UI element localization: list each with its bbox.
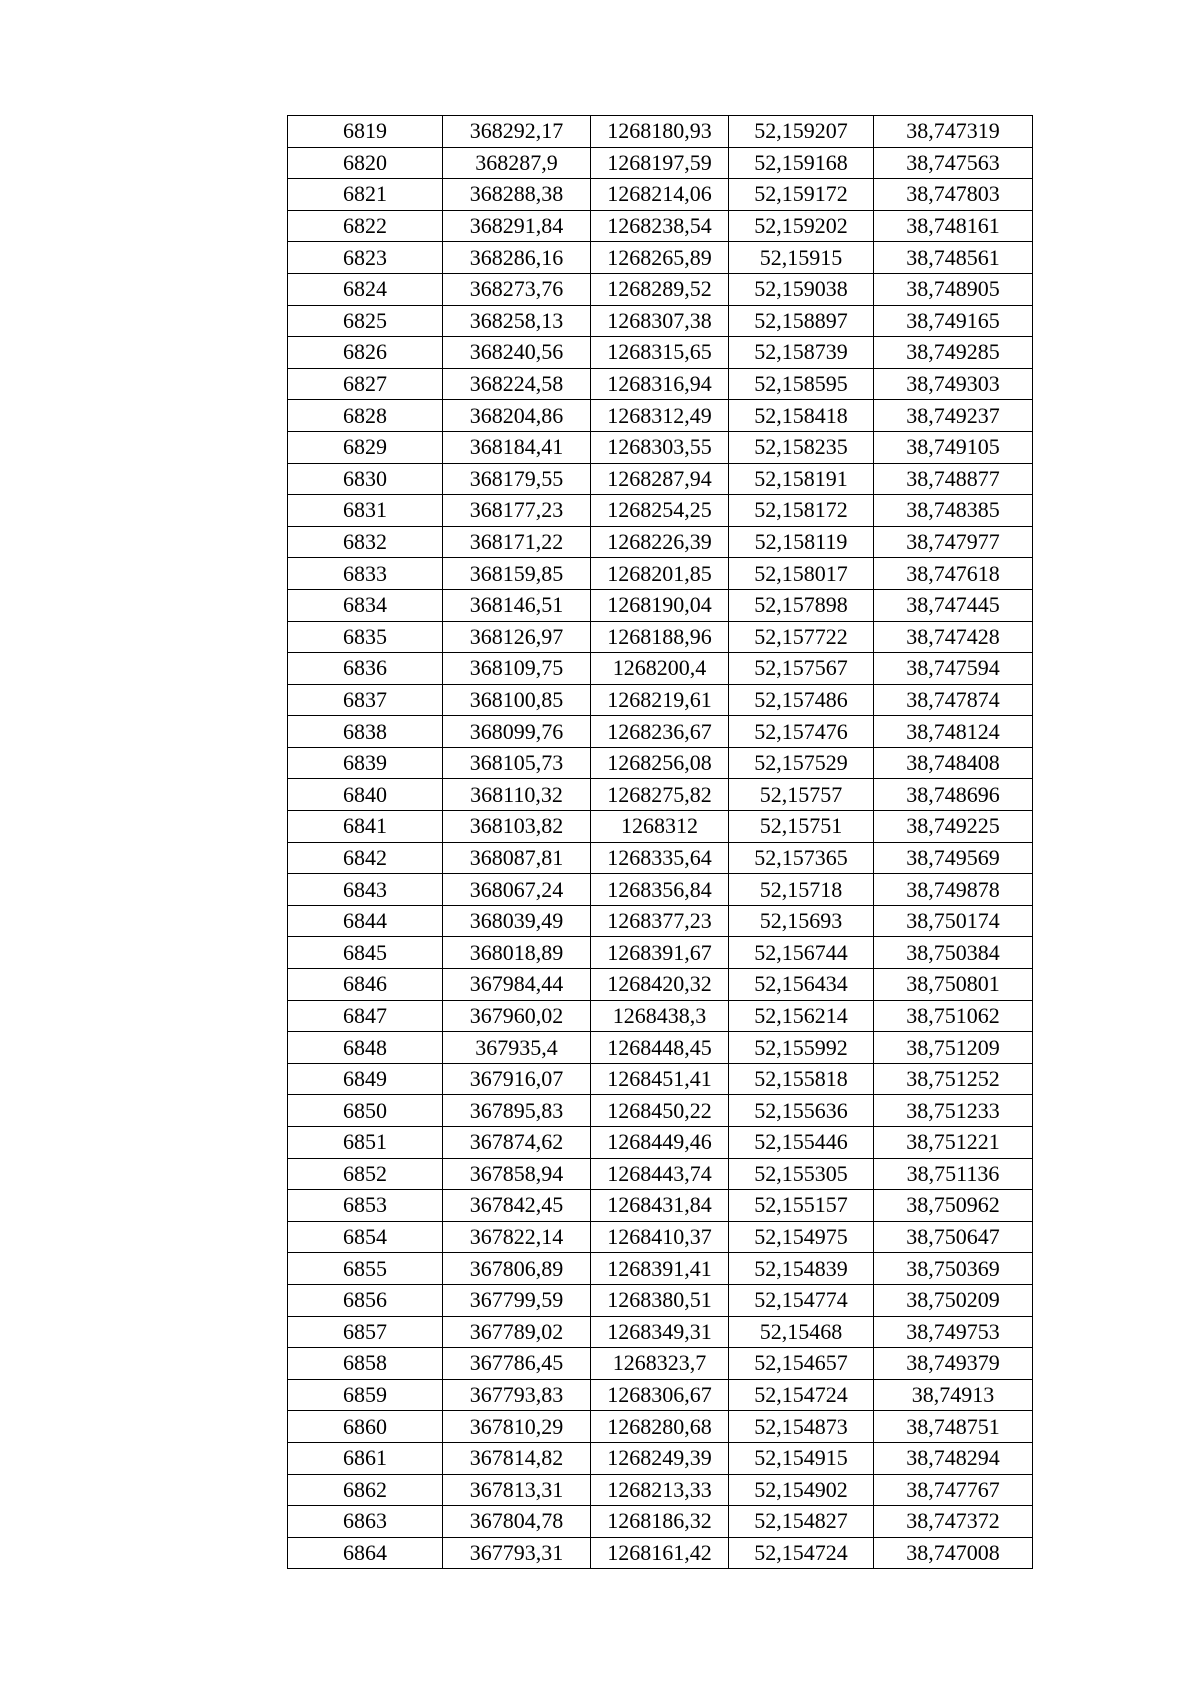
point-number-cell: 6858 [288, 1348, 443, 1380]
y-coordinate-cell: 1268391,41 [591, 1253, 729, 1285]
longitude-cell: 38,748408 [874, 747, 1033, 779]
latitude-cell: 52,159168 [729, 147, 874, 179]
y-coordinate-cell: 1268391,67 [591, 937, 729, 969]
y-coordinate-cell: 1268275,82 [591, 779, 729, 811]
latitude-cell: 52,154902 [729, 1474, 874, 1506]
latitude-cell: 52,154915 [729, 1442, 874, 1474]
table-row [288, 1032, 1033, 1064]
table-row [288, 1063, 1033, 1095]
longitude-cell: 38,747372 [874, 1506, 1033, 1538]
latitude-cell: 52,157722 [729, 621, 874, 653]
latitude-cell: 52,157529 [729, 747, 874, 779]
longitude-cell: 38,749379 [874, 1348, 1033, 1380]
latitude-cell: 52,155636 [729, 1095, 874, 1127]
longitude-cell: 38,750174 [874, 905, 1033, 937]
latitude-cell: 52,154975 [729, 1221, 874, 1253]
point-number-cell: 6834 [288, 589, 443, 621]
x-coordinate-cell: 367916,07 [443, 1063, 591, 1095]
longitude-cell: 38,749878 [874, 874, 1033, 906]
point-number-cell: 6842 [288, 842, 443, 874]
table-row [288, 1316, 1033, 1348]
y-coordinate-cell: 1268312,49 [591, 400, 729, 432]
x-coordinate-cell: 368204,86 [443, 400, 591, 432]
point-number-cell: 6819 [288, 116, 443, 148]
x-coordinate-cell: 368288,38 [443, 179, 591, 211]
table-row [288, 1537, 1033, 1569]
table-row [288, 400, 1033, 432]
y-coordinate-cell: 1268335,64 [591, 842, 729, 874]
table-row [288, 1474, 1033, 1506]
table-row [288, 147, 1033, 179]
latitude-cell: 52,158172 [729, 495, 874, 527]
latitude-cell: 52,156744 [729, 937, 874, 969]
x-coordinate-cell: 367984,44 [443, 969, 591, 1001]
y-coordinate-cell: 1268349,31 [591, 1316, 729, 1348]
y-coordinate-cell: 1268323,7 [591, 1348, 729, 1380]
table-row [288, 1158, 1033, 1190]
x-coordinate-cell: 368159,85 [443, 558, 591, 590]
x-coordinate-cell: 367858,94 [443, 1158, 591, 1190]
y-coordinate-cell: 1268420,32 [591, 969, 729, 1001]
table-row [288, 811, 1033, 843]
latitude-cell: 52,15468 [729, 1316, 874, 1348]
table-row [288, 1095, 1033, 1127]
table-row [288, 337, 1033, 369]
longitude-cell: 38,748161 [874, 210, 1033, 242]
point-number-cell: 6829 [288, 431, 443, 463]
y-coordinate-cell: 1268307,38 [591, 305, 729, 337]
latitude-cell: 52,158595 [729, 368, 874, 400]
latitude-cell: 52,158897 [729, 305, 874, 337]
y-coordinate-cell: 1268443,74 [591, 1158, 729, 1190]
y-coordinate-cell: 1268306,67 [591, 1379, 729, 1411]
table-row [288, 368, 1033, 400]
longitude-cell: 38,747977 [874, 526, 1033, 558]
point-number-cell: 6830 [288, 463, 443, 495]
longitude-cell: 38,748751 [874, 1411, 1033, 1443]
latitude-cell: 52,154827 [729, 1506, 874, 1538]
table-row [288, 684, 1033, 716]
latitude-cell: 52,156214 [729, 1000, 874, 1032]
latitude-cell: 52,157365 [729, 842, 874, 874]
y-coordinate-cell: 1268303,55 [591, 431, 729, 463]
y-coordinate-cell: 1268410,37 [591, 1221, 729, 1253]
x-coordinate-cell: 368273,76 [443, 273, 591, 305]
point-number-cell: 6824 [288, 273, 443, 305]
x-coordinate-cell: 367789,02 [443, 1316, 591, 1348]
y-coordinate-cell: 1268249,39 [591, 1442, 729, 1474]
table-row [288, 558, 1033, 590]
x-coordinate-cell: 368105,73 [443, 747, 591, 779]
longitude-cell: 38,747874 [874, 684, 1033, 716]
y-coordinate-cell: 1268161,42 [591, 1537, 729, 1569]
longitude-cell: 38,748561 [874, 242, 1033, 274]
latitude-cell: 52,15915 [729, 242, 874, 274]
longitude-cell: 38,748877 [874, 463, 1033, 495]
y-coordinate-cell: 1268219,61 [591, 684, 729, 716]
y-coordinate-cell: 1268188,96 [591, 621, 729, 653]
table-row [288, 1221, 1033, 1253]
y-coordinate-cell: 1268201,85 [591, 558, 729, 590]
point-number-cell: 6862 [288, 1474, 443, 1506]
table-row [288, 431, 1033, 463]
longitude-cell: 38,751221 [874, 1127, 1033, 1159]
point-number-cell: 6845 [288, 937, 443, 969]
coordinates-table-body [288, 116, 1033, 1569]
point-number-cell: 6846 [288, 969, 443, 1001]
y-coordinate-cell: 1268356,84 [591, 874, 729, 906]
longitude-cell: 38,749569 [874, 842, 1033, 874]
longitude-cell: 38,748696 [874, 779, 1033, 811]
y-coordinate-cell: 1268438,3 [591, 1000, 729, 1032]
table-row [288, 747, 1033, 779]
latitude-cell: 52,154873 [729, 1411, 874, 1443]
point-number-cell: 6822 [288, 210, 443, 242]
longitude-cell: 38,747803 [874, 179, 1033, 211]
point-number-cell: 6857 [288, 1316, 443, 1348]
point-number-cell: 6859 [288, 1379, 443, 1411]
longitude-cell: 38,748385 [874, 495, 1033, 527]
table-row [288, 653, 1033, 685]
x-coordinate-cell: 368103,82 [443, 811, 591, 843]
point-number-cell: 6826 [288, 337, 443, 369]
latitude-cell: 52,156434 [729, 969, 874, 1001]
table-row [288, 1442, 1033, 1474]
longitude-cell: 38,751252 [874, 1063, 1033, 1095]
longitude-cell: 38,750384 [874, 937, 1033, 969]
latitude-cell: 52,15693 [729, 905, 874, 937]
point-number-cell: 6864 [288, 1537, 443, 1569]
x-coordinate-cell: 368087,81 [443, 842, 591, 874]
table-row [288, 305, 1033, 337]
y-coordinate-cell: 1268186,32 [591, 1506, 729, 1538]
point-number-cell: 6847 [288, 1000, 443, 1032]
x-coordinate-cell: 368109,75 [443, 653, 591, 685]
longitude-cell: 38,749753 [874, 1316, 1033, 1348]
x-coordinate-cell: 367806,89 [443, 1253, 591, 1285]
x-coordinate-cell: 368110,32 [443, 779, 591, 811]
table-row [288, 495, 1033, 527]
x-coordinate-cell: 368067,24 [443, 874, 591, 906]
coordinates-table [287, 115, 1033, 1569]
y-coordinate-cell: 1268180,93 [591, 116, 729, 148]
point-number-cell: 6841 [288, 811, 443, 843]
x-coordinate-cell: 367960,02 [443, 1000, 591, 1032]
point-number-cell: 6852 [288, 1158, 443, 1190]
table-row [288, 716, 1033, 748]
y-coordinate-cell: 1268315,65 [591, 337, 729, 369]
x-coordinate-cell: 367874,62 [443, 1127, 591, 1159]
table-row [288, 242, 1033, 274]
x-coordinate-cell: 368224,58 [443, 368, 591, 400]
point-number-cell: 6837 [288, 684, 443, 716]
table-row [288, 1411, 1033, 1443]
longitude-cell: 38,749303 [874, 368, 1033, 400]
longitude-cell: 38,749225 [874, 811, 1033, 843]
latitude-cell: 52,158119 [729, 526, 874, 558]
longitude-cell: 38,747445 [874, 589, 1033, 621]
table-row [288, 1348, 1033, 1380]
x-coordinate-cell: 367935,4 [443, 1032, 591, 1064]
longitude-cell: 38,747319 [874, 116, 1033, 148]
longitude-cell: 38,750209 [874, 1284, 1033, 1316]
longitude-cell: 38,750962 [874, 1190, 1033, 1222]
longitude-cell: 38,747563 [874, 147, 1033, 179]
latitude-cell: 52,158739 [729, 337, 874, 369]
y-coordinate-cell: 1268380,51 [591, 1284, 729, 1316]
point-number-cell: 6850 [288, 1095, 443, 1127]
table-row [288, 874, 1033, 906]
longitude-cell: 38,747008 [874, 1537, 1033, 1569]
point-number-cell: 6820 [288, 147, 443, 179]
y-coordinate-cell: 1268213,33 [591, 1474, 729, 1506]
x-coordinate-cell: 368099,76 [443, 716, 591, 748]
latitude-cell: 52,157486 [729, 684, 874, 716]
latitude-cell: 52,155446 [729, 1127, 874, 1159]
x-coordinate-cell: 368100,85 [443, 684, 591, 716]
longitude-cell: 38,750801 [874, 969, 1033, 1001]
table-row [288, 589, 1033, 621]
y-coordinate-cell: 1268377,23 [591, 905, 729, 937]
point-number-cell: 6823 [288, 242, 443, 274]
table-row [288, 842, 1033, 874]
table-row [288, 1127, 1033, 1159]
x-coordinate-cell: 367810,29 [443, 1411, 591, 1443]
latitude-cell: 52,157476 [729, 716, 874, 748]
y-coordinate-cell: 1268256,08 [591, 747, 729, 779]
latitude-cell: 52,154724 [729, 1379, 874, 1411]
x-coordinate-cell: 367814,82 [443, 1442, 591, 1474]
x-coordinate-cell: 367804,78 [443, 1506, 591, 1538]
table-row [288, 273, 1033, 305]
x-coordinate-cell: 368184,41 [443, 431, 591, 463]
table-row [288, 937, 1033, 969]
y-coordinate-cell: 1268450,22 [591, 1095, 729, 1127]
x-coordinate-cell: 367842,45 [443, 1190, 591, 1222]
latitude-cell: 52,159202 [729, 210, 874, 242]
point-number-cell: 6838 [288, 716, 443, 748]
longitude-cell: 38,749105 [874, 431, 1033, 463]
y-coordinate-cell: 1268449,46 [591, 1127, 729, 1159]
x-coordinate-cell: 368126,97 [443, 621, 591, 653]
latitude-cell: 52,158017 [729, 558, 874, 590]
point-number-cell: 6861 [288, 1442, 443, 1474]
x-coordinate-cell: 367793,83 [443, 1379, 591, 1411]
longitude-cell: 38,750647 [874, 1221, 1033, 1253]
point-number-cell: 6863 [288, 1506, 443, 1538]
table-row [288, 116, 1033, 148]
point-number-cell: 6825 [288, 305, 443, 337]
y-coordinate-cell: 1268214,06 [591, 179, 729, 211]
latitude-cell: 52,154657 [729, 1348, 874, 1380]
longitude-cell: 38,748905 [874, 273, 1033, 305]
x-coordinate-cell: 368018,89 [443, 937, 591, 969]
y-coordinate-cell: 1268200,4 [591, 653, 729, 685]
longitude-cell: 38,751062 [874, 1000, 1033, 1032]
y-coordinate-cell: 1268431,84 [591, 1190, 729, 1222]
x-coordinate-cell: 367822,14 [443, 1221, 591, 1253]
longitude-cell: 38,749165 [874, 305, 1033, 337]
table-row [288, 526, 1033, 558]
longitude-cell: 38,751136 [874, 1158, 1033, 1190]
point-number-cell: 6848 [288, 1032, 443, 1064]
table-row [288, 779, 1033, 811]
latitude-cell: 52,159207 [729, 116, 874, 148]
point-number-cell: 6844 [288, 905, 443, 937]
latitude-cell: 52,155305 [729, 1158, 874, 1190]
point-number-cell: 6855 [288, 1253, 443, 1285]
latitude-cell: 52,155992 [729, 1032, 874, 1064]
latitude-cell: 52,159172 [729, 179, 874, 211]
x-coordinate-cell: 368179,55 [443, 463, 591, 495]
y-coordinate-cell: 1268280,68 [591, 1411, 729, 1443]
point-number-cell: 6840 [288, 779, 443, 811]
y-coordinate-cell: 1268265,89 [591, 242, 729, 274]
table-row [288, 1506, 1033, 1538]
point-number-cell: 6851 [288, 1127, 443, 1159]
table-row [288, 463, 1033, 495]
table-row [288, 905, 1033, 937]
longitude-cell: 38,747767 [874, 1474, 1033, 1506]
longitude-cell: 38,74913 [874, 1379, 1033, 1411]
y-coordinate-cell: 1268197,59 [591, 147, 729, 179]
point-number-cell: 6854 [288, 1221, 443, 1253]
point-number-cell: 6836 [288, 653, 443, 685]
longitude-cell: 38,749237 [874, 400, 1033, 432]
point-number-cell: 6832 [288, 526, 443, 558]
latitude-cell: 52,15718 [729, 874, 874, 906]
point-number-cell: 6821 [288, 179, 443, 211]
latitude-cell: 52,15751 [729, 811, 874, 843]
table-row [288, 179, 1033, 211]
y-coordinate-cell: 1268448,45 [591, 1032, 729, 1064]
longitude-cell: 38,751209 [874, 1032, 1033, 1064]
table-row [288, 1379, 1033, 1411]
point-number-cell: 6839 [288, 747, 443, 779]
latitude-cell: 52,15757 [729, 779, 874, 811]
x-coordinate-cell: 367799,59 [443, 1284, 591, 1316]
point-number-cell: 6849 [288, 1063, 443, 1095]
x-coordinate-cell: 367793,31 [443, 1537, 591, 1569]
y-coordinate-cell: 1268238,54 [591, 210, 729, 242]
x-coordinate-cell: 368146,51 [443, 589, 591, 621]
y-coordinate-cell: 1268190,04 [591, 589, 729, 621]
y-coordinate-cell: 1268316,94 [591, 368, 729, 400]
longitude-cell: 38,748124 [874, 716, 1033, 748]
longitude-cell: 38,751233 [874, 1095, 1033, 1127]
y-coordinate-cell: 1268312 [591, 811, 729, 843]
point-number-cell: 6827 [288, 368, 443, 400]
latitude-cell: 52,154839 [729, 1253, 874, 1285]
table-row [288, 1000, 1033, 1032]
point-number-cell: 6853 [288, 1190, 443, 1222]
x-coordinate-cell: 368039,49 [443, 905, 591, 937]
x-coordinate-cell: 368240,56 [443, 337, 591, 369]
y-coordinate-cell: 1268226,39 [591, 526, 729, 558]
longitude-cell: 38,749285 [874, 337, 1033, 369]
longitude-cell: 38,747618 [874, 558, 1033, 590]
x-coordinate-cell: 367895,83 [443, 1095, 591, 1127]
table-row [288, 210, 1033, 242]
longitude-cell: 38,747428 [874, 621, 1033, 653]
latitude-cell: 52,157898 [729, 589, 874, 621]
x-coordinate-cell: 367786,45 [443, 1348, 591, 1380]
y-coordinate-cell: 1268289,52 [591, 273, 729, 305]
point-number-cell: 6856 [288, 1284, 443, 1316]
point-number-cell: 6860 [288, 1411, 443, 1443]
latitude-cell: 52,158418 [729, 400, 874, 432]
x-coordinate-cell: 368287,9 [443, 147, 591, 179]
latitude-cell: 52,154724 [729, 1537, 874, 1569]
x-coordinate-cell: 367813,31 [443, 1474, 591, 1506]
point-number-cell: 6833 [288, 558, 443, 590]
longitude-cell: 38,750369 [874, 1253, 1033, 1285]
y-coordinate-cell: 1268236,67 [591, 716, 729, 748]
table-row [288, 1190, 1033, 1222]
latitude-cell: 52,159038 [729, 273, 874, 305]
x-coordinate-cell: 368291,84 [443, 210, 591, 242]
longitude-cell: 38,748294 [874, 1442, 1033, 1474]
x-coordinate-cell: 368171,22 [443, 526, 591, 558]
point-number-cell: 6831 [288, 495, 443, 527]
latitude-cell: 52,155157 [729, 1190, 874, 1222]
x-coordinate-cell: 368292,17 [443, 116, 591, 148]
x-coordinate-cell: 368286,16 [443, 242, 591, 274]
y-coordinate-cell: 1268451,41 [591, 1063, 729, 1095]
x-coordinate-cell: 368258,13 [443, 305, 591, 337]
table-row [288, 969, 1033, 1001]
point-number-cell: 6843 [288, 874, 443, 906]
x-coordinate-cell: 368177,23 [443, 495, 591, 527]
latitude-cell: 52,158235 [729, 431, 874, 463]
point-number-cell: 6828 [288, 400, 443, 432]
latitude-cell: 52,158191 [729, 463, 874, 495]
latitude-cell: 52,157567 [729, 653, 874, 685]
table-row [288, 1284, 1033, 1316]
table-row [288, 621, 1033, 653]
latitude-cell: 52,155818 [729, 1063, 874, 1095]
point-number-cell: 6835 [288, 621, 443, 653]
y-coordinate-cell: 1268287,94 [591, 463, 729, 495]
latitude-cell: 52,154774 [729, 1284, 874, 1316]
y-coordinate-cell: 1268254,25 [591, 495, 729, 527]
table-row [288, 1253, 1033, 1285]
longitude-cell: 38,747594 [874, 653, 1033, 685]
